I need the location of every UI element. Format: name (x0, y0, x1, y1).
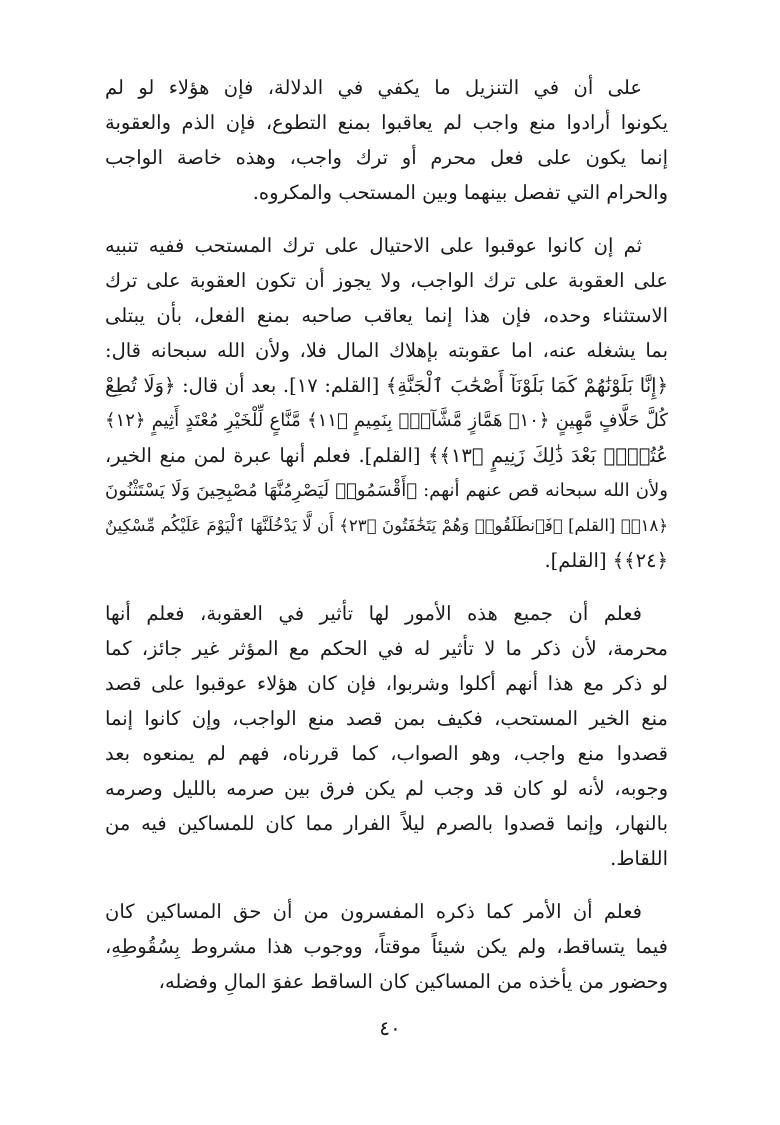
text-line: بما يشغله عنه، اما عقوبته بإهلاك المال فلا، ولأن الله سبحانه قال: (105, 339, 668, 362)
text-line: منع الخير المستحب، فكيف بمن قصد منع الواجب، وإن كانوا إنما (105, 707, 668, 730)
paragraph (105, 596, 668, 876)
text-line: محرمة، لأن ذكر ما لا تأثير له في الحكم مع المؤثر غير جائز، كما (105, 637, 668, 660)
text-line: على أن في التنزيل ما يكفي في الدلالة، فإن هؤلاء لو لم (105, 76, 642, 99)
text-line: الاستثناء وحده، فإن هذا إنما يعاقب صاحبه بمنع الفعل، بأن يبتلى (105, 304, 668, 327)
page-body (105, 70, 668, 1017)
text-line: والحرام التي تفصل بينهما وبين المستحب والمكروه. (252, 181, 668, 204)
paragraph (105, 228, 668, 578)
text-line: لو ذكر مع هذا أنهم أكلوا وشربوا، فإن كان هؤلاء عوقبوا على قصد (105, 672, 668, 695)
text-line: فعلم أن الأمر كما ذكره المفسرون من أن حق المساكين كان (105, 900, 642, 923)
paragraph (105, 894, 668, 999)
text-line: بالنهار، وإنما قصدوا بالصرم ليلاً الفرار مما كان للمساكين فيه من (105, 812, 668, 835)
text-line: على العقوبة على ترك الواجب، ولا يجوز أن تكون العقوبة على ترك (105, 269, 668, 292)
paragraph (105, 70, 668, 210)
page-number: ٤٠ (379, 1016, 401, 1040)
text-line: إنما يكون على فعل محرم أو ترك واجب، وهذه خاصة الواجب (105, 146, 668, 169)
text-line: وجوبه، لأنه لو كان قد وجب لم يكن فرق بين صرمه بالليل وصرمه (105, 777, 668, 800)
text-line: فيما يتساقط، ولم يكن شيئاً موقتاً، ووجوب هذا مشروط بِسُقُوطِهِ، (105, 935, 668, 958)
text-line: كُلَّ حَلَّافٍ مَّهِينٍ ﴿١٠﴾ هَمَّازٍ مَّشَّآءٍۭ بِنَمِيمٍ ﴿١١﴾ مَّنَّاعٍ لِّلْخَيْرِ مُعْتَدٍ أَثِيمٍ ﴿١٢﴾ (105, 410, 668, 431)
text-line: يكونوا أرادوا منع واجب لم يعاقبوا بمنع التطوع، فإن الذم والعقوبة (105, 111, 668, 134)
text-line: عُتُلٍّۭ بَعْدَ ذَٰلِكَ زَنِيمٍ ﴿١٣﴾﴾ [القلم]. فعلم أنها عبرة لمن منع الخير، (105, 444, 668, 467)
text-line: ﴿٢٤﴾﴾ [القلم]. (544, 549, 668, 572)
text-line: ﴿إِنَّا بَلَوْنَٰهُمْ كَمَا بَلَوْنَآ أَصْحَٰبَ ٱلْجَنَّةِ﴾ [القلم: ١٧]. بعد أن قال: ﴿وَلَا تُطِعْ (105, 374, 668, 397)
text-line: اللقاط. (610, 847, 668, 870)
text-line: فعلم أن جميع هذه الأمور لها تأثير في العقوبة، فعلم أنها (105, 602, 642, 625)
text-line: قصدوا منع واجب، وهو الصواب، كما قررناه، فهم لم يمنعوه بعد (105, 742, 668, 765)
text-line: وحضور من يأخذه من المساكين كان الساقط عفوَ المالِ وفضله، (158, 970, 668, 993)
text-line: ثم إن كانوا عوقبوا على الاحتيال على ترك المستحب ففيه تنبيه (105, 234, 642, 257)
text-line: ﴿١٨﴾﴾ [القلم] ﴿فَٱنطَلَقُوا۟ وَهُمْ يَتَخَٰفَتُونَ ﴿٢٣﴾ أَن لَّا يَدْخُلَنَّهَا ٱلْيَوْمَ عَلَيْكُم مِّسْكِينٌ (105, 516, 668, 535)
text-line: ولأن الله سبحانه قص عنهم أنهم: ﴿أَقْسَمُوا۟ لَيَصْرِمُنَّهَا مُصْبِحِينَ وَلَا يَسْتَثْنُونَ (105, 480, 668, 501)
